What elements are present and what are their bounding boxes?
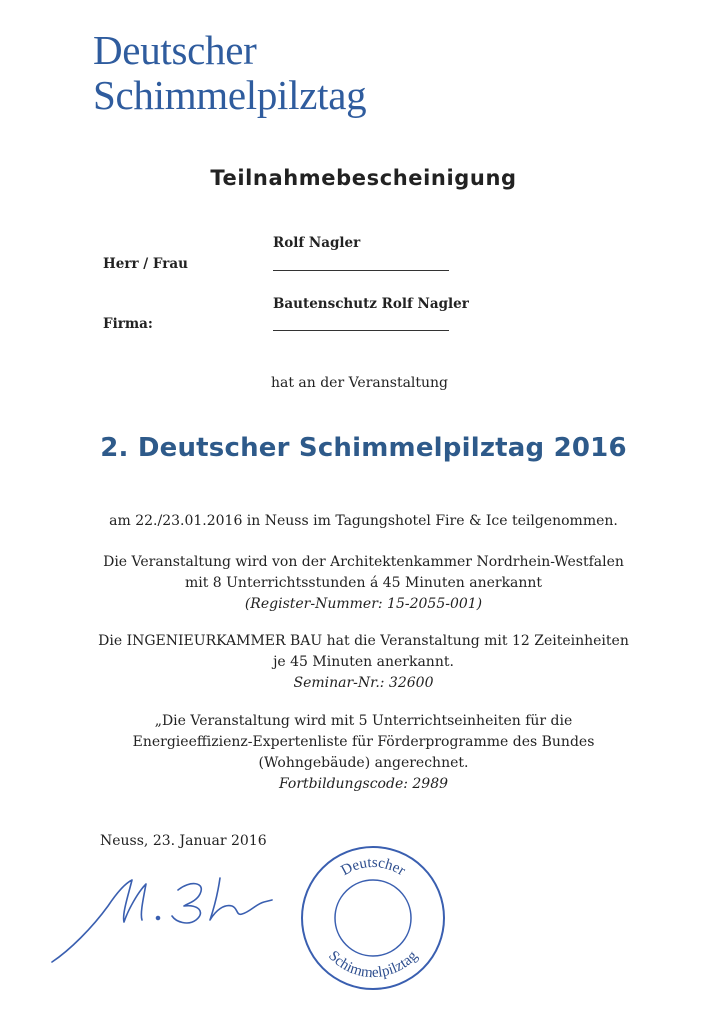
company-label: Firma:: [103, 316, 153, 332]
akn-register-number: (Register-Nummer: 15-2055-001): [244, 596, 483, 612]
energy-line-1: „Die Veranstaltung wird mit 5 Unterrichtseinheiten für die: [154, 713, 573, 729]
event-title: 2. Deutscher Schimmelpilztag 2016: [100, 433, 627, 463]
company-value: Bautenschutz Rolf Nagler: [273, 296, 469, 312]
ikbau-line-1: Die INGENIEURKAMMER BAU hat die Veranstaltung mit 12 Zeiteinheiten: [98, 633, 629, 649]
seal-text-top: Deutscher: [338, 854, 408, 880]
participant-name-underline: [273, 270, 449, 271]
logo-wordmark: [93, 28, 366, 118]
logo-line-2: Schimmelpilztag: [93, 72, 367, 118]
place-date: Neuss, 23. Januar 2016: [100, 833, 267, 849]
svg-text:Schimmelpilztag: [325, 948, 421, 982]
participant-name-value: Rolf Nagler: [273, 235, 361, 251]
seal-text-bottom: Schimmelpilztag: [325, 947, 421, 982]
company-underline: [273, 330, 449, 331]
participant-name-label: Herr / Frau: [103, 256, 188, 272]
akn-line-2: mit 8 Unterrichtsstunden á 45 Minuten anerkannt: [184, 575, 543, 591]
ikbau-seminar-number: Seminar-Nr.: 32600: [293, 675, 434, 691]
energy-recognition-block: [0, 711, 727, 795]
energy-training-code: Fortbildungscode: 2989: [278, 776, 449, 792]
energy-line-2: Energieeffizienz-Expertenliste für Förderprogramme des Bundes: [132, 734, 595, 750]
akn-line-1: Die Veranstaltung wird von der Architektenkammer Nordrhein-Westfalen: [103, 554, 624, 570]
akn-recognition-block: [0, 552, 727, 615]
svg-text:Deutscher: [339, 855, 408, 879]
intro-text: hat an der Veranstaltung: [270, 375, 449, 391]
ikbau-line-2: je 45 Minuten anerkannt.: [273, 654, 454, 670]
energy-line-3: (Wohngebäude) angerechnet.: [258, 755, 469, 771]
date-location-text: am 22./23.01.2016 in Neuss im Tagungshotel Fire & Ice teilgenommen.: [109, 513, 618, 529]
page-title: Teilnahmebescheinigung: [210, 166, 517, 190]
organizer-seal: [298, 843, 448, 993]
signature: [50, 862, 290, 972]
logo-line-1: Deutscher: [93, 27, 257, 73]
ikbau-recognition-block: [0, 631, 727, 694]
